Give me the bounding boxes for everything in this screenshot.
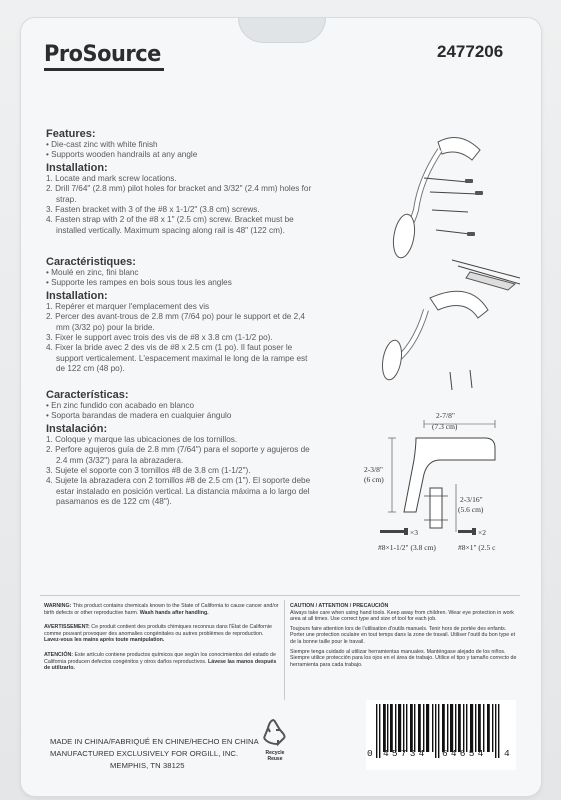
dimension-diagram	[388, 420, 495, 532]
screw-long-label: #8×1-1/2" (3.8 cm)	[378, 543, 436, 552]
screw-long-qty: ×3	[410, 528, 418, 537]
feature-item: • Supports wooden handrails at any angle	[46, 150, 198, 160]
step-item: 4. Fasten strap with 2 of the #8 x 1" (2.5 cm) screw. Bracket must be installed vertically. Maximum spacing along rail is 48" (122 cm).	[46, 215, 294, 235]
installation-heading-fr: Installation:	[46, 289, 108, 302]
feature-item: • Moulé en zinc, fini blanc	[46, 268, 139, 277]
bracket-illustration-1	[390, 138, 480, 260]
top-width-cm-label: (7.3 cm)	[432, 422, 458, 431]
installation-illustrations	[320, 120, 520, 560]
english-section	[46, 128, 318, 236]
step-item: 4. Fixer la bride avec 2 des vis de #8 x 2.5 cm (1 po). Il faut poser le support verticalement. L'espacement maximal le long de la rampe est de 122 cm (48 po).	[46, 343, 308, 374]
recycle-label	[260, 750, 290, 762]
step-item: 3. Fasten bracket with 3 of the #8 x 1-1/2" (3.8 cm) screws.	[46, 205, 260, 215]
step-item: 1. Repérer et marquer l'emplacement des vis	[46, 301, 210, 311]
warning-fr-bold: Lavez-vous les mains après toute manipulation.	[44, 637, 165, 644]
reuse-text: Reuse	[267, 756, 283, 762]
recycle-text: Recycle	[265, 750, 285, 756]
installation-steps-es	[46, 435, 318, 508]
brand-logo: ProSource	[44, 42, 161, 67]
warning-es-lead: ATENCIÓN:	[44, 652, 74, 658]
warning-en-lead: WARNING:	[44, 603, 72, 609]
warning-es-bold: Lávese las manos después de utilizarlo.	[44, 658, 277, 672]
barcode-last-digit: 4	[504, 748, 513, 759]
barcode-left-digits: 45734	[383, 748, 428, 759]
step-item: 1. Locate and mark screw locations.	[46, 173, 177, 183]
strap-height-cm-label: (5.6 cm)	[458, 505, 484, 514]
screw-icon	[465, 179, 483, 236]
installation-heading-es: Instalación:	[46, 422, 108, 435]
step-item: 1. Coloque y marque las ubicaciones de los tornillos.	[46, 434, 238, 444]
barcode-right-digits: 64654	[442, 748, 487, 759]
screw-short-qty: ×2	[478, 528, 486, 537]
caution-en: Always take care when using hand tools. Keep away from children. Wear eye protection in work area at all times. Use correct type and size of tool for each job.	[290, 609, 514, 623]
recycle-icon	[258, 716, 290, 748]
installation-steps	[46, 174, 318, 236]
barcode-first-digit: 0	[367, 748, 376, 759]
step-item: 4. Sujete la abrazadera con 2 tornillos #8 de 2.5 cm (1"). El soporte debe estar instalado en posición vertical. La distancia máxima a lo largo del pasamanos es de 122 cm (48").	[46, 476, 311, 507]
warning-es	[44, 652, 280, 672]
screw-long-icon	[380, 528, 408, 535]
sku-number: 2477206	[437, 42, 504, 61]
spanish-section	[46, 389, 318, 508]
warning-en-bold: Wash hands after handling.	[138, 609, 209, 616]
caution-fr: Toujours faire attention lors de l'utilisation d'outils manuels. Tenir hors de portée des enfants. Porter une protection oculaire en tout temps dans la zone de travail. Utiliser l'outil du bon type et de la bonne taille pour le travail.	[290, 625, 516, 645]
step-item: 2. Percer des avant-trous de 2.8 mm (7/64 po) pour le support et de 2,4 mm (3/32 po) pour la bride.	[46, 312, 305, 332]
screw-short-icon	[458, 528, 476, 535]
caution-title: CAUTION / ATTENTION / PRECAUCIÓN	[290, 603, 389, 609]
feature-item: • Die-cast zinc with white finish	[46, 140, 158, 149]
height-cm-label: (6 cm)	[364, 475, 384, 484]
manufactured-for-text: MANUFACTURED EXCLUSIVELY FOR ORGILL, INC.	[50, 749, 239, 758]
made-in-text: MADE IN CHINA/FABRIQUÉ EN CHINE/HECHO EN CHINA	[50, 737, 259, 746]
warning-en-text: This product contains chemicals known to the State of California to cause cancer and/or birth defects or other reproductive harm.	[44, 603, 279, 616]
features-heading-fr: Caractéristiques:	[46, 256, 136, 268]
bracket-illustration-2	[380, 260, 520, 390]
height-label: 2-3/8"	[364, 465, 383, 474]
caution-es: Siempre tenga cuidado al utilizar herramientas manuales. Manténgase alejado de los niños. Siempre utilice protección para los ojos en el área de trabajo. Utilice el tipo y tamaño correcto de herramienta para cada trabajo.	[290, 648, 517, 668]
hang-tab	[238, 18, 326, 43]
feature-item: • Supporte les rampes en bois sous tous les angles	[46, 278, 232, 288]
feature-item: • En zinc fundido con acabado en blanco	[46, 401, 195, 410]
caution-block	[290, 603, 518, 668]
step-item: 3. Sujete el soporte con 3 tornillos #8 de 3.8 cm (1-1/2").	[46, 466, 251, 476]
warning-fr-text: Ce produit contient des produits chimiques reconnus dans l'État de Californie comme pouvant provoquer des anomalies congénitales ou autres problèmes de reproduction.	[44, 624, 272, 637]
warning-fr	[44, 624, 280, 644]
upc-barcode	[366, 700, 516, 770]
features-heading-es: Características:	[46, 389, 129, 401]
step-item: 3. Fixer le support avec trois des vis de #8 x 3.8 cm (1-1/2 po).	[46, 333, 273, 343]
city-text: MEMPHIS, TN 38125	[110, 761, 185, 770]
strap-height-label: 2-3/16"	[460, 495, 483, 504]
warning-divider	[40, 595, 520, 596]
screw-short-label: #8×1" (2.5 c	[458, 543, 496, 552]
top-width-label: 2-7/8"	[436, 411, 455, 420]
installation-steps-fr	[46, 302, 318, 375]
step-item: 2. Perfore agujeros guía de 2.8 mm (7/64") para el soporte y agujeros de 2.4 mm (3/32") para la abrazadera.	[46, 445, 310, 465]
installation-heading: Installation:	[46, 161, 108, 174]
features-heading: Features:	[46, 128, 96, 140]
french-section	[46, 256, 318, 375]
warning-column-divider	[284, 600, 285, 700]
feature-item: • Soporta barandas de madera en cualquier ángulo	[46, 411, 232, 421]
step-item: 2. Drill 7/64" (2.8 mm) pilot holes for bracket and 3/32" (2.4 mm) holes for strap.	[46, 184, 312, 204]
brand-underline	[44, 68, 164, 71]
warning-es-text: Este artículo contiene productos químicos que según los conocimientos del estado de California producen defectos congénitos y otros daños reproductivos.	[44, 652, 276, 665]
warning-fr-lead: AVERTISSEMENT:	[44, 624, 90, 630]
warning-en	[44, 603, 280, 616]
